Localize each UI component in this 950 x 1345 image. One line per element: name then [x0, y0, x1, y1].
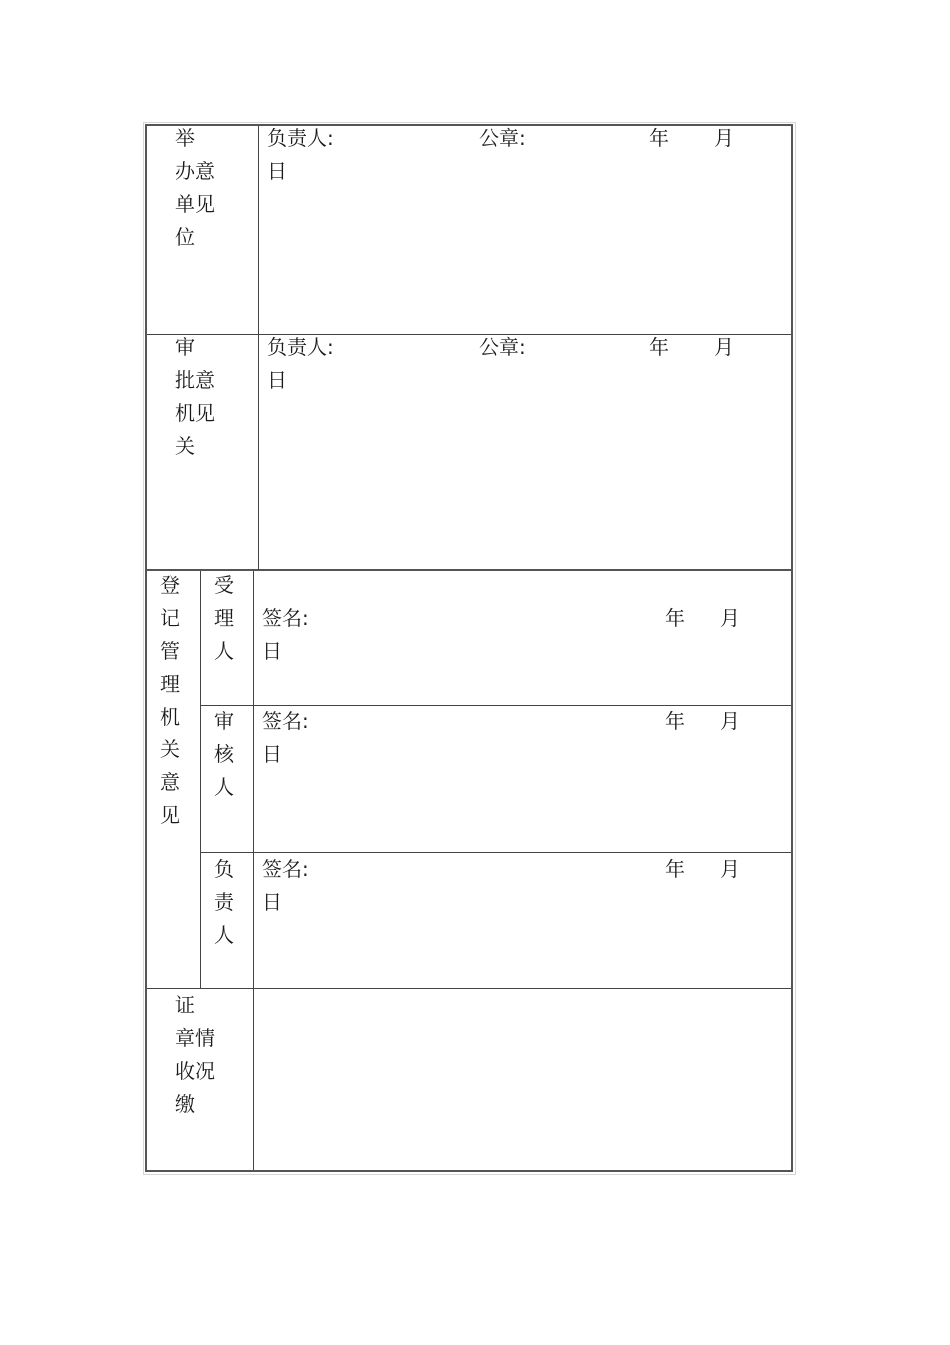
row-divider: [147, 988, 791, 989]
month-label: 月: [714, 126, 734, 150]
role-label-char: 人: [214, 775, 234, 799]
section-label-line: 单见: [175, 192, 215, 216]
section-label-char: 管: [160, 639, 180, 663]
role-label-char: 责: [214, 890, 234, 914]
certificate-content-cell[interactable]: [255, 990, 790, 1170]
section-label-char: 意: [160, 770, 180, 794]
signature-label: 签名:: [262, 709, 309, 733]
section-label-char: 登: [160, 573, 180, 597]
section-label-line: 机见: [175, 401, 215, 425]
section-label-char: 记: [160, 606, 180, 630]
column-divider: [200, 571, 201, 989]
year-label: 年: [665, 857, 685, 881]
column-divider: [258, 126, 259, 570]
section-label-line: 审: [175, 335, 195, 359]
row-divider: [147, 569, 791, 571]
official-seal-label: 公章:: [479, 335, 526, 359]
month-label: 月: [720, 709, 740, 733]
year-label: 年: [649, 126, 669, 150]
section-label-line: 办意: [175, 159, 215, 183]
row-divider: [147, 334, 791, 335]
section-label-line: 收况: [175, 1059, 215, 1083]
signature-label: 签名:: [262, 857, 309, 881]
day-label: 日: [267, 368, 287, 392]
year-label: 年: [665, 606, 685, 630]
role-label-char: 核: [214, 742, 234, 766]
column-divider: [253, 571, 254, 1170]
official-seal-label: 公章:: [479, 126, 526, 150]
person-in-charge-label: 负责人:: [267, 335, 334, 359]
role-label-char: 负: [214, 857, 234, 881]
year-label: 年: [665, 709, 685, 733]
day-label: 日: [262, 890, 282, 914]
section-label-line: 举: [175, 126, 195, 150]
role-label-char: 人: [214, 923, 234, 947]
role-label-char: 审: [214, 709, 234, 733]
section-label-line: 位: [175, 225, 195, 249]
section-label-char: 见: [160, 803, 180, 827]
day-label: 日: [262, 639, 282, 663]
day-label: 日: [267, 159, 287, 183]
month-label: 月: [714, 335, 734, 359]
signature-label: 签名:: [262, 606, 309, 630]
day-label: 日: [262, 742, 282, 766]
section-label-char: 关: [160, 737, 180, 761]
month-label: 月: [720, 606, 740, 630]
section-label-line: 章情: [175, 1026, 215, 1050]
role-label-char: 理: [214, 606, 234, 630]
role-label-char: 受: [214, 573, 234, 597]
section-label-char: 理: [160, 672, 180, 696]
role-label-char: 人: [214, 639, 234, 663]
section-label-char: 机: [160, 705, 180, 729]
section-label-line: 证: [175, 993, 195, 1017]
person-in-charge-label: 负责人:: [267, 126, 334, 150]
year-label: 年: [649, 335, 669, 359]
month-label: 月: [720, 857, 740, 881]
section-label-line: 批意: [175, 368, 215, 392]
section-label-line: 缴: [175, 1092, 195, 1116]
section-label-line: 关: [175, 434, 195, 458]
